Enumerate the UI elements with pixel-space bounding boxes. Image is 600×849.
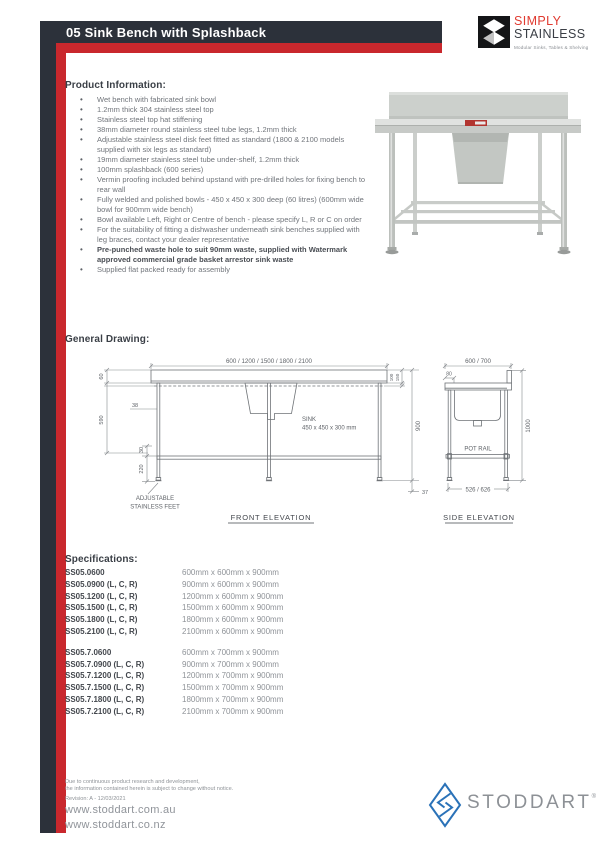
spec-model: SS05.7.1500 (L, C, R): [65, 683, 145, 693]
stoddart-logo-text: STODDART®: [467, 792, 597, 813]
product-info-heading: Product Information:: [65, 80, 166, 91]
front-dim-37: 37: [422, 490, 429, 496]
spec-row: [65, 682, 365, 694]
spec-row: [65, 579, 365, 591]
spec-row: [65, 626, 365, 638]
spec-size: 1500mm x 700mm x 900mm: [182, 683, 284, 693]
product-info-item: • Vermin proofing included behind upstand with pre-drilled holes for fixing bench to rear wall: [78, 175, 368, 195]
product-info-item: • Pre-punched waste hole to suit 90mm waste, supplied with Watermark approved commercial grade basket arrestor sink waste: [78, 245, 368, 265]
product-info-item: • 38mm diameter round stainless steel tube legs, 1.2mm thick: [78, 125, 368, 135]
spec-model: SS05.7.0900 (L, C, R): [65, 659, 145, 669]
website-link-au[interactable]: www.stoddart.com.au: [65, 804, 176, 816]
spec-row: [65, 706, 365, 718]
specifications-table: [65, 567, 365, 718]
spec-model: SS05.1800 (L, C, R): [65, 615, 138, 625]
spec-model: SS05.7.0600: [65, 647, 112, 657]
spec-model: SS05.7.2100 (L, C, R): [65, 706, 145, 716]
spec-size: 2100mm x 600mm x 900mm: [182, 626, 284, 636]
product-info-item: • Wet bench with fabricated sink bowl: [78, 95, 368, 105]
front-dim-900: 900: [416, 420, 422, 432]
front-dim-30: 30: [139, 446, 145, 454]
side-dim-1000: 1000: [526, 419, 532, 433]
product-info-item: • Stainless steel top hat stiffening: [78, 115, 368, 125]
spec-model: SS05.1500 (L, C, R): [65, 603, 138, 613]
spec-size: 1200mm x 700mm x 900mm: [182, 671, 284, 681]
disclaimer-line2: the information contained herein is subject to change without notice.: [65, 786, 234, 792]
disclaimer-line1: Due to continuous product research and development,: [65, 779, 200, 785]
product-info-item: • For the suitability of fitting a dishwasher underneath sink benches supplied with leg braces, contact your dealer representative: [78, 225, 368, 245]
spec-row: [65, 670, 365, 682]
spec-size: 600mm x 700mm x 900mm: [182, 647, 279, 657]
simply-stainless-logo: [478, 16, 598, 52]
product-info-item: • 1.2mm thick 304 stainless steel top: [78, 105, 368, 115]
spec-size: 900mm x 700mm x 900mm: [182, 659, 279, 669]
spec-size: 1200mm x 600mm x 900mm: [182, 591, 284, 601]
spec-row: [65, 591, 365, 603]
brand-tagline: Modular Sinks, Tables & Shelving: [514, 44, 589, 50]
product-info-item: • Adjustable stainless steel disk feet fitted as standard (1800 & 2100 models supplied with six legs as standard): [78, 135, 368, 155]
product-info-item: • 100mm splashback (600 series): [78, 165, 368, 175]
stoddart-logo-icon: [427, 781, 463, 829]
spec-size: 2100mm x 700mm x 900mm: [182, 706, 284, 716]
page-title: 05 Sink Bench with Splashback: [66, 25, 267, 40]
product-info-item: • 19mm diameter stainless steel tube under-shelf, 1.2mm thick: [78, 155, 368, 165]
front-dim-220: 220: [139, 464, 145, 474]
spec-model: SS05.7.1200 (L, C, R): [65, 671, 145, 681]
spec-group-700: [65, 647, 365, 718]
spec-row: [65, 694, 365, 706]
brand-name-simply: SIMPLY: [514, 14, 562, 28]
sink-label: SINK: [302, 417, 317, 423]
side-dim-80: 80: [446, 371, 452, 378]
product-info-item: • Fully welded and polished bowls - 450 x 450 x 300 deep (60 litres) (600mm wide bowl for 900mm wide bench): [78, 195, 368, 215]
side-elevation-title: SIDE ELEVATION: [443, 513, 515, 522]
front-elevation-drawing: [78, 350, 438, 545]
front-dim-150: 150: [395, 373, 400, 382]
spec-size: 1800mm x 600mm x 900mm: [182, 615, 284, 625]
left-dark-bar: [40, 21, 56, 833]
spec-model: SS05.0600: [65, 568, 105, 577]
side-width-dim: 600 / 700: [465, 358, 491, 365]
spec-group-600: [65, 567, 365, 638]
spec-row: [65, 567, 365, 579]
header-red-accent: [56, 43, 442, 53]
pot-rail-label: POT RAIL: [464, 446, 492, 453]
spec-size: 600mm x 600mm x 900mm: [182, 568, 279, 577]
front-width-dim: 600 / 1200 / 1500 / 1800 / 2100: [225, 358, 313, 365]
spec-row: [65, 614, 365, 626]
spec-model: SS05.0900 (L, C, R): [65, 579, 138, 589]
spec-size: 1500mm x 600mm x 900mm: [182, 603, 284, 613]
website-link-nz[interactable]: www.stoddart.co.nz: [65, 819, 166, 831]
brand-sticker: [465, 120, 487, 126]
product-info-item: • Supplied flat packed ready for assembly: [78, 265, 368, 275]
side-bottom-dim: 526 / 626: [465, 487, 491, 494]
product-photo: [362, 72, 592, 272]
product-info-list: [78, 95, 368, 275]
spec-model: SS05.2100 (L, C, R): [65, 626, 138, 636]
revision-note: Revision: A - 12/03/2021: [65, 796, 126, 802]
specifications-heading: Specifications:: [65, 554, 138, 565]
front-elevation-title: FRONT ELEVATION: [230, 513, 312, 522]
simply-stainless-logo-icon: [478, 16, 510, 48]
spec-size: 1800mm x 700mm x 900mm: [182, 694, 284, 704]
registered-mark: ®: [591, 794, 597, 800]
spec-row: [65, 659, 365, 671]
disclaimer: [65, 779, 233, 793]
spec-row: [65, 647, 365, 659]
feet-label-line2: STAINLESS FEET: [130, 504, 180, 511]
side-elevation-drawing: [438, 350, 588, 545]
spec-size: 900mm x 600mm x 900mm: [182, 579, 279, 589]
brand-name-stainless: STAINLESS: [514, 26, 586, 41]
sink-size-label: 450 x 450 x 300 mm: [302, 425, 357, 432]
feet-label-line1: ADJUSTABLE: [135, 496, 175, 502]
general-drawing-heading: General Drawing:: [65, 334, 150, 345]
front-dim-60: 60: [99, 373, 105, 380]
spec-model: SS05.7.1800 (L, C, R): [65, 694, 145, 704]
front-dim-100: 100: [389, 373, 394, 382]
product-info-item: • Bowl available Left, Right or Centre of bench - please specify L, R or C on order: [78, 215, 368, 225]
front-dim-590: 590: [99, 415, 105, 425]
stoddart-logo: [427, 781, 597, 831]
spec-row: [65, 602, 365, 614]
front-dim-38: 38: [131, 403, 139, 409]
spec-model: SS05.1200 (L, C, R): [65, 591, 138, 601]
